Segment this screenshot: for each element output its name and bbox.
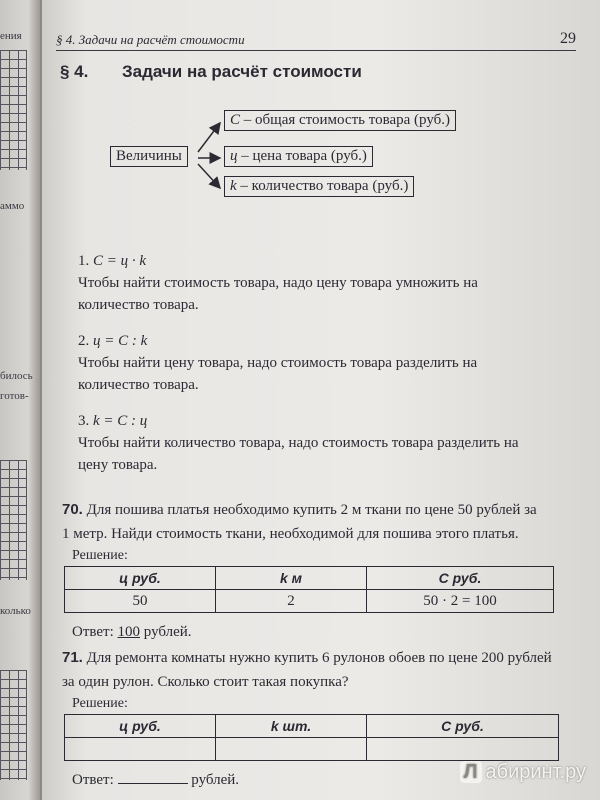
rule-formula: ц = С : k [93, 333, 148, 349]
section-number: § 4. [60, 62, 89, 81]
facing-page-text: готов- [0, 390, 29, 402]
solution-table-70 [64, 566, 554, 613]
diagram-item-text: – общая стоимость товара (руб.) [240, 112, 451, 128]
facing-page-text: ения [0, 30, 22, 42]
problem-number: 70. [62, 501, 83, 518]
diagram-item-price [224, 146, 373, 167]
diagram-item-quantity [224, 176, 414, 197]
answer-prefix: Ответ: [72, 772, 118, 788]
answer-70 [72, 624, 192, 641]
solution-table-71 [64, 714, 559, 761]
rule-3 [78, 410, 548, 476]
table-header-cost: С руб. [367, 567, 554, 590]
problem-number: 71. [62, 649, 83, 666]
problem-70 [62, 498, 582, 546]
facing-page-grid [0, 50, 27, 170]
answer-suffix: рублей. [140, 624, 192, 640]
diagram-item-symbol: ц [230, 148, 238, 164]
answer-blank [118, 783, 188, 784]
answer-suffix: рублей. [187, 772, 240, 788]
facing-page-edge [0, 0, 40, 800]
diagram-item-symbol: k [230, 178, 237, 194]
table-cell: 2 [216, 590, 367, 613]
table-cell [65, 738, 216, 761]
answer-value: 100 [117, 624, 141, 640]
section-title: Задачи на расчёт стоимости [122, 62, 362, 81]
table-header-quantity: k м [216, 567, 367, 590]
diagram-root-box [110, 146, 188, 167]
running-title: § 4. Задачи на расчёт стоимости [56, 32, 245, 47]
rule-text: цену товара. [78, 457, 158, 473]
rule-number: 3. [78, 413, 90, 429]
table-header-quantity: k шт. [216, 715, 367, 738]
facing-page-text: билось [0, 370, 33, 382]
table-header-price: ц руб. [65, 715, 216, 738]
table-cell [216, 738, 367, 761]
rule-text: Чтобы найти количество товара, надо стоимость товара разделить на [78, 435, 519, 451]
rule-text: Чтобы найти стоимость товара, надо цену товара умножить на [78, 275, 478, 291]
table-cell: 50 · 2 = 100 [367, 590, 554, 613]
watermark [460, 761, 587, 784]
solution-label: Решение: [72, 548, 128, 563]
table-header-price: ц руб. [65, 567, 216, 590]
rule-2 [78, 330, 548, 396]
problem-text: 1 метр. Найди стоимость ткани, необходимой для пошива этого платья. [62, 526, 519, 542]
answer-prefix: Ответ: [72, 624, 118, 640]
facing-page-grid [0, 460, 27, 580]
diagram-item-text: – цена товара (руб.) [237, 148, 367, 164]
rule-number: 2. [78, 333, 90, 349]
diagram-item-cost [224, 110, 456, 131]
answer-71 [72, 772, 239, 789]
rule-formula: k = С : ц [93, 413, 148, 429]
table-header-cost: С руб. [367, 715, 559, 738]
rule-text: количество товара. [78, 297, 199, 313]
problem-text: за один рулон. Сколько стоит такая покупка? [62, 674, 349, 690]
watermark-text: абиринт.ру [485, 761, 586, 783]
diagram-root-label: Величины [116, 148, 182, 164]
watermark-logo-icon: Л [460, 761, 482, 783]
diagram-item-symbol: С [230, 112, 241, 128]
rule-formula: С = ц · k [93, 253, 147, 269]
rule-text: Чтобы найти цену товара, надо стоимость товара разделить на [78, 355, 478, 371]
table-cell: 50 [65, 590, 216, 613]
facing-page-grid [0, 670, 27, 780]
facing-page-text: колько [0, 605, 31, 617]
rule-text: количество товара. [78, 377, 199, 393]
rule-number: 1. [78, 253, 90, 269]
problem-text: Для ремонта комнаты нужно купить 6 рулонов обоев по цене 200 рублей [86, 650, 552, 666]
facing-page-text: аммо [0, 200, 25, 212]
problem-71 [62, 646, 582, 694]
diagram-item-text: – количество товара (руб.) [236, 178, 409, 194]
textbook-page [42, 0, 600, 800]
table-cell [367, 738, 559, 761]
rule-1 [78, 250, 548, 316]
solution-label: Решение: [72, 696, 128, 711]
page-number: 29 [560, 30, 576, 47]
problem-text: Для пошива платья необходимо купить 2 м ткани по цене 50 рублей за [86, 502, 537, 518]
